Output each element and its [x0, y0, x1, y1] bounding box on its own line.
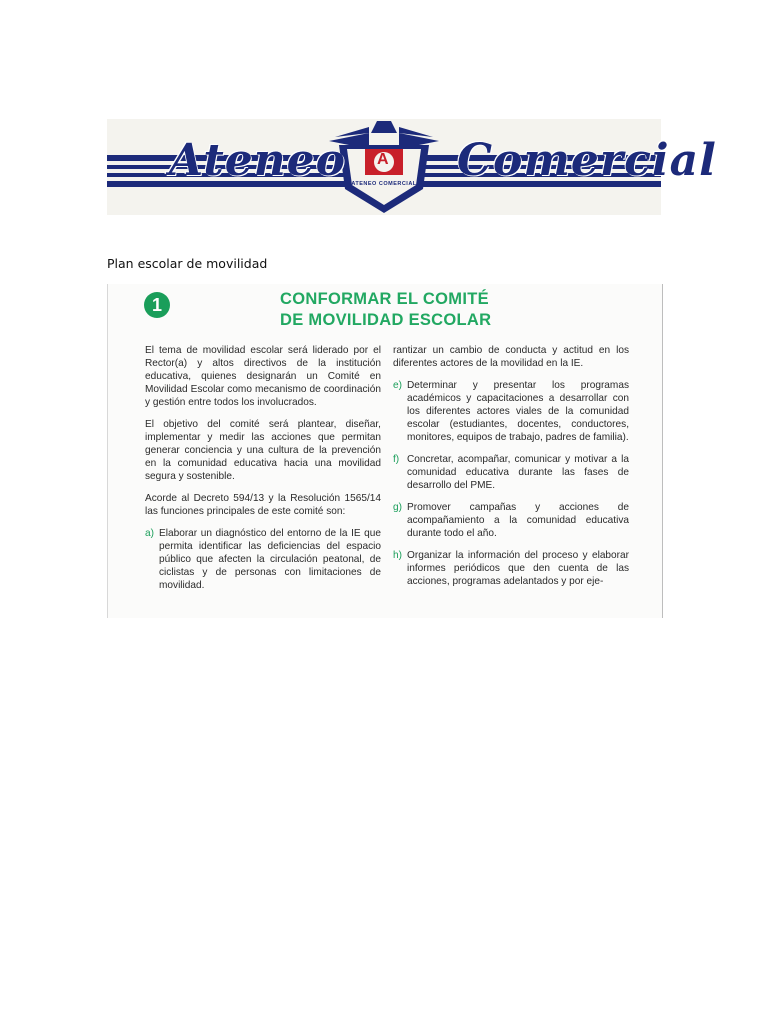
paragraph-continuation: rantizar un cambio de conducta y actitud en los diferentes actores de la movilidad en la IE.: [393, 345, 629, 369]
list-text-e: Determinar y presentar los programas académicos y capacitaciones a desarrollar con los diferentes actores viales de la comunidad escolar (estudiantes, docentes, conductores, monitores, equipos de trabajo, padres de familia).: [407, 380, 629, 443]
list-text-a: Elaborar un diagnóstico del entorno de la IE que permita identificar las deficiencias del espacio público que afecten la circulación peatonal, de ciclistas y de personas con limitaciones de movilidad.: [159, 528, 381, 591]
ateneo-comercial-banner: [107, 119, 717, 215]
list-letter-f: f): [393, 454, 400, 465]
left-column: [145, 344, 381, 601]
emblem-text: ATENEO COMERCIAL: [351, 181, 417, 187]
list-item-a: [145, 527, 381, 592]
list-text-f: Concretar, acompañar, comunicar y motivar a la comunidad educativa durante las fases de desarrollo del PME.: [407, 454, 629, 491]
emblem-letter: A: [377, 151, 389, 168]
step-number-badge: 1: [144, 292, 170, 318]
list-item-e: [393, 379, 629, 444]
list-text-g: Promover campañas y acciones de acompañamiento a la comunidad educativa durante todo el año.: [407, 502, 629, 539]
list-text-h: Organizar la información del proceso y elaborar informes periódicos que den cuenta de las acciones, programas adelantados y por eje-: [407, 550, 629, 587]
section-title-line-2: DE MOVILIDAD ESCOLAR: [280, 311, 492, 329]
document-heading: Plan escolar de movilidad: [107, 256, 268, 271]
paragraph-decree: Acorde al Decreto 594/13 y la Resolución 1565/14 las funciones principales de este comité son:: [145, 493, 381, 517]
scanned-page-excerpt: [107, 284, 663, 618]
brand-word-right: Comercial: [457, 135, 717, 186]
list-item-g: [393, 501, 629, 540]
list-item-f: [393, 453, 629, 492]
list-letter-a: a): [145, 528, 154, 539]
list-letter-g: g): [393, 502, 402, 513]
paragraph-objective: El objetivo del comité será plantear, diseñar, implementar y medir las acciones que permitan generar conciencia y una cultura de la prevención en la comunidad educativa hacia una movilidad segura y sostenible.: [145, 419, 381, 482]
paragraph-leadership: El tema de movilidad escolar será liderado por el Rector(a) y altos directivos de la institución educativa, quienes designarán un Comité en Movilidad Escolar como mecanismo de coordinación y gestión entre todos los involucrados.: [145, 345, 381, 408]
list-letter-h: h): [393, 550, 402, 561]
list-item-h: [393, 549, 629, 588]
right-column: [393, 344, 629, 597]
list-letter-e: e): [393, 380, 402, 391]
section-title-line-1: CONFORMAR EL COMITÉ: [280, 290, 489, 308]
brand-word-left: Ateneo: [169, 135, 347, 186]
